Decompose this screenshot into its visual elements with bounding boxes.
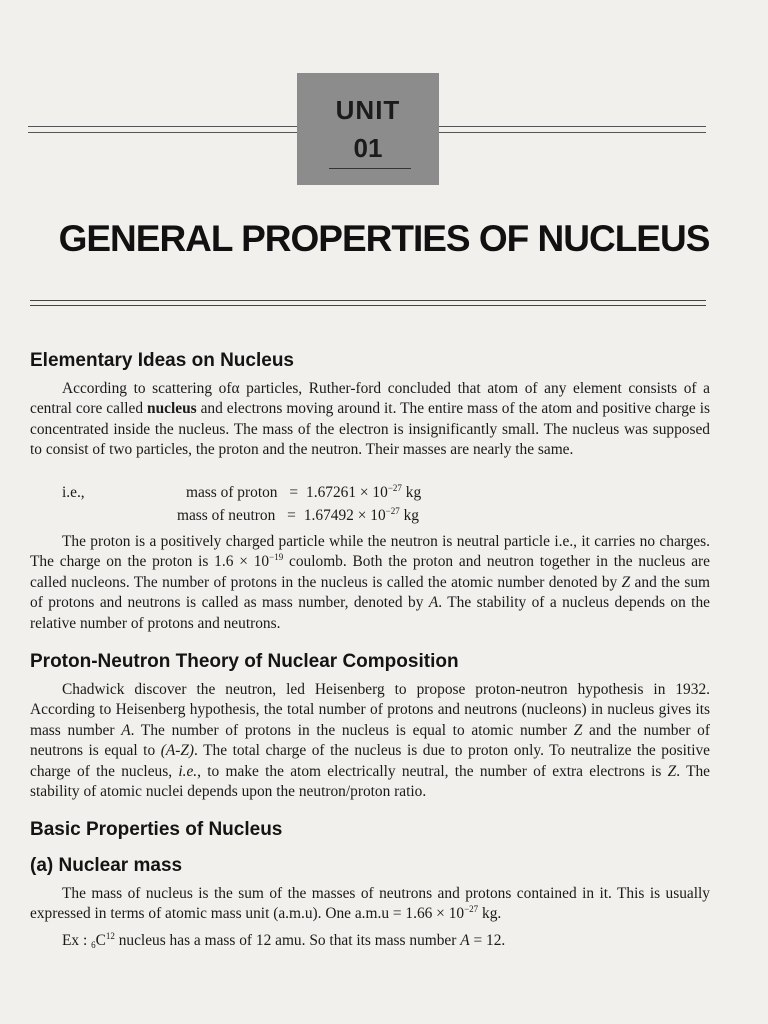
equation-neutron-mass [177, 507, 419, 525]
paragraph-proton-neutron [30, 680, 710, 802]
unit-label: UNIT [335, 95, 401, 125]
unit-box [297, 73, 439, 185]
text: and electrons moving around it. The entire mass of the atom and positive charge is concentrated inside the nucleus. The mass of the electron is insignificantly small. The nucleus was supposed to consist of two particles, the proton and the neutron. Their masses are nearly the same. [30, 400, 710, 459]
text: , to make the atom electrically neutral, the number of extra electrons is [197, 762, 668, 780]
eq-exponent: −27 [387, 483, 402, 493]
eq-value: 1.67261 × 10 [306, 484, 388, 501]
symbol-A: A [460, 932, 470, 949]
paragraph-elementary-2 [30, 532, 710, 634]
section-heading-basic-properties: Basic Properties of Nucleus [30, 819, 283, 840]
eq-unit: kg [399, 507, 419, 524]
text: The proton is a positively charged particle while the neutron is neutral particle i.e., it carries no charges. The charge on the proton is 1.6 × 10 [30, 533, 710, 571]
symbol-Z: Z [621, 573, 631, 591]
symbol-A-minus-Z: (A-Z) [160, 742, 195, 760]
amu-exponent: −27 [464, 904, 479, 915]
text: coulomb. Both the proton and neutron together in the nucleus are called nucleons. The number of protons in the nucleus is called the atomic number denoted by [30, 553, 711, 591]
symbol-A: A [121, 721, 131, 739]
eq-sign: = [287, 507, 296, 524]
text: . The stability of a nucleus depends on the relative number of protons and neutrons. [30, 594, 710, 632]
text: . The total charge of the nucleus is due to proton only. To neutralize the positive charge of the nucleus, [30, 742, 710, 780]
example-label: Ex : [62, 932, 92, 949]
eq-sign: = [289, 484, 299, 501]
bold-term-nucleus: nucleus [147, 400, 197, 418]
text: kg. [478, 905, 502, 923]
text: particles, Ruther-ford concluded that atom of any element consists of a central core called [30, 380, 710, 418]
title-double-rule [30, 300, 706, 306]
symbol-A: A [428, 594, 439, 612]
eq-label: mass of neutron [177, 507, 276, 524]
atomic-number-subscript: 6 [91, 940, 96, 950]
eq-unit: kg [401, 484, 422, 501]
text: . The stability of atomic nuclei depends upon the neutron/proton ratio. [30, 762, 710, 801]
text: and the sum of protons and neutrons is called as mass number, denoted by [30, 573, 710, 612]
ie-label: i.e., [62, 484, 85, 501]
section-heading-proton-neutron: Proton-Neutron Theory of Nuclear Composition [30, 651, 459, 672]
unit-underline [329, 168, 411, 169]
page-title: GENERAL PROPERTIES OF NUCLEUS [58, 218, 710, 259]
text: nucleus has a mass of 12 amu. So that its mass number [114, 932, 461, 949]
paragraph-elementary-1 [30, 379, 710, 461]
text: . The number of protons in the nucleus is equal to atomic number [130, 721, 574, 739]
text: and the number of neutrons is equal to [30, 721, 710, 760]
section-heading-elementary: Elementary Ideas on Nucleus [30, 350, 294, 371]
text: = 12. [469, 932, 506, 949]
unit-number: 01 [353, 133, 383, 163]
charge-exponent: −19 [269, 552, 284, 563]
text: The mass of nucleus is the sum of the masses of neutrons and protons contained in it. This is usually expressed in terms of atomic mass unit (a.m.u). One a.m.u = 1.66 × 10 [30, 885, 710, 923]
symbol-C: C [95, 932, 106, 949]
alpha-symbol: α [231, 380, 240, 397]
ie-italic: i.e. [178, 762, 198, 780]
eq-value: 1.67492 × 10 [303, 507, 386, 524]
text: Chadwick discover the neutron, led Heisenberg to propose proton-neutron hypothesis in 1932. According to Heisenberg hypothesis, the total number of protons and neutrons (nucleons) in nucleus gives its mass number [30, 681, 710, 739]
mass-number-superscript: 12 [105, 931, 115, 941]
eq-exponent: −27 [385, 506, 400, 516]
symbol-Z: Z [667, 762, 677, 780]
example-carbon [62, 932, 505, 950]
subsection-heading-nuclear-mass: (a) Nuclear mass [30, 855, 183, 876]
symbol-Z: Z [573, 721, 583, 739]
equation-proton-mass [186, 484, 421, 502]
paragraph-nuclear-mass [30, 884, 710, 925]
text: According to scattering of [62, 380, 232, 397]
eq-label: mass of proton [186, 484, 278, 501]
